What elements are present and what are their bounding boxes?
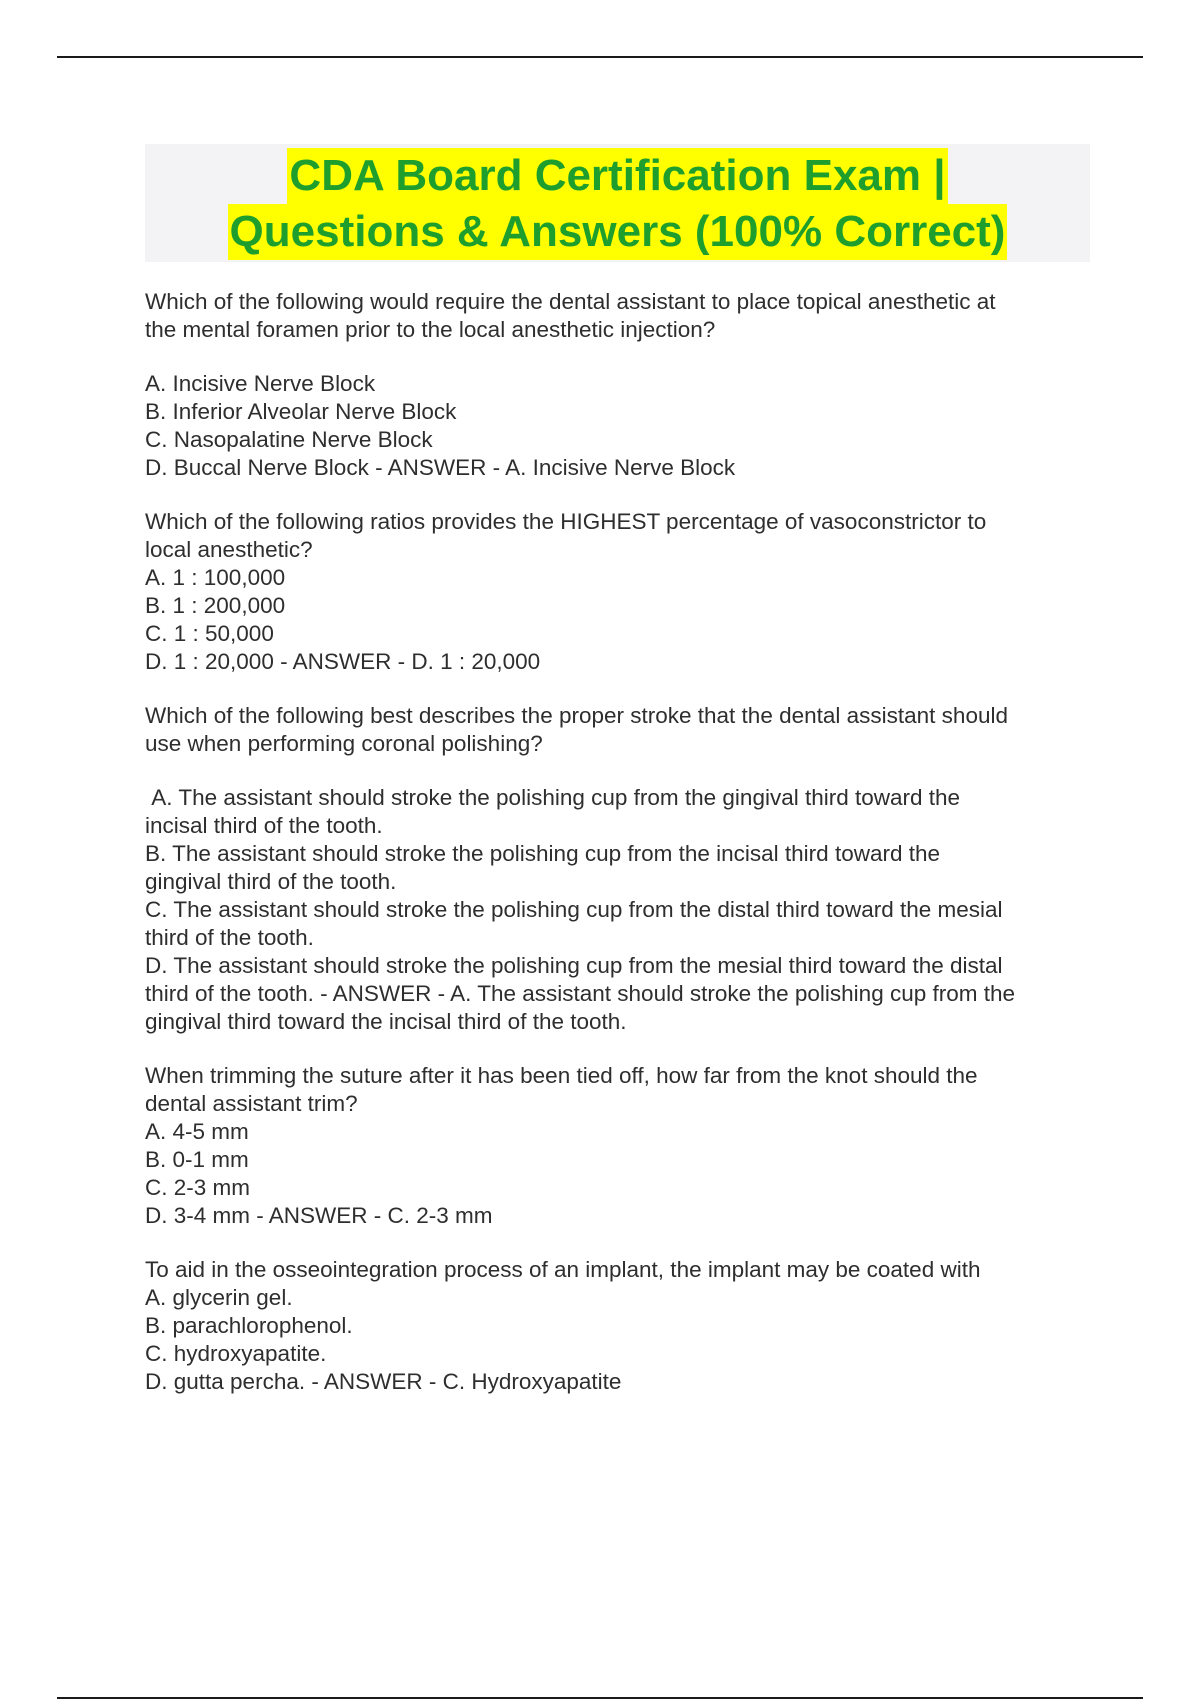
question-line: Which of the following ratios provides the HIGHEST percentage of vasoconstrictor to [145, 509, 987, 534]
option-line: C. 1 : 50,000 [145, 621, 274, 646]
bottom-rule [57, 1697, 1143, 1699]
option-line: B. 0-1 mm [145, 1147, 249, 1172]
option-line: B. Inferior Alveolar Nerve Block [145, 399, 457, 424]
option-line: A. 1 : 100,000 [145, 565, 286, 590]
option-line: B. 1 : 200,000 [145, 593, 286, 618]
qa-item [145, 508, 1090, 676]
option-line: B. The assistant should stroke the polishing cup from the incisal third toward the [145, 841, 941, 866]
option-line: third of the tooth. [145, 925, 314, 950]
qa-item [145, 1062, 1090, 1230]
answer-line: D. 3-4 mm - ANSWER - C. 2-3 mm [145, 1203, 493, 1228]
option-line: incisal third of the tooth. [145, 813, 383, 838]
qa-item [145, 288, 1090, 482]
qa-item [145, 702, 1090, 1036]
question-line: When trimming the suture after it has been tied off, how far from the knot should the [145, 1063, 978, 1088]
option-line: C. Nasopalatine Nerve Block [145, 427, 433, 452]
answer-line: D. gutta percha. - ANSWER - C. Hydroxyapatite [145, 1369, 622, 1394]
top-rule [57, 56, 1143, 58]
title-line-1: CDA Board Certification Exam | [287, 148, 947, 204]
question-line: Which of the following would require the dental assistant to place topical anesthetic at [145, 289, 996, 314]
answer-line: third of the tooth. - ANSWER - A. The assistant should stroke the polishing cup from the [145, 981, 1016, 1006]
question-line: the mental foramen prior to the local anesthetic injection? [145, 317, 716, 342]
option-line: A. Incisive Nerve Block [145, 371, 376, 396]
qa-list [145, 288, 1090, 1396]
question-line: To aid in the osseointegration process of an implant, the implant may be coated with [145, 1257, 981, 1282]
answer-line: D. Buccal Nerve Block - ANSWER - A. Incisive Nerve Block [145, 455, 736, 480]
question-line: local anesthetic? [145, 537, 313, 562]
option-line: A. glycerin gel. [145, 1285, 293, 1310]
option-line: C. The assistant should stroke the polishing cup from the distal third toward the mesial [145, 897, 1003, 922]
question-line: dental assistant trim? [145, 1091, 358, 1116]
option-line: C. hydroxyapatite. [145, 1341, 327, 1366]
title-block [145, 144, 1090, 262]
answer-line: gingival third toward the incisal third of the tooth. [145, 1009, 627, 1034]
document-body [145, 144, 1090, 1422]
option-line: A. 4-5 mm [145, 1119, 249, 1144]
title-line-2: Questions & Answers (100% Correct) [228, 204, 1008, 260]
option-line: A. The assistant should stroke the polishing cup from the gingival third toward the [145, 785, 961, 810]
qa-item [145, 1256, 1090, 1396]
question-line: Which of the following best describes the proper stroke that the dental assistant should [145, 703, 1008, 728]
question-line: use when performing coronal polishing? [145, 731, 543, 756]
option-line: D. The assistant should stroke the polishing cup from the mesial third toward the distal [145, 953, 1003, 978]
option-line: C. 2-3 mm [145, 1175, 251, 1200]
answer-line: D. 1 : 20,000 - ANSWER - D. 1 : 20,000 [145, 649, 541, 674]
option-line: B. parachlorophenol. [145, 1313, 353, 1338]
option-line: gingival third of the tooth. [145, 869, 397, 894]
